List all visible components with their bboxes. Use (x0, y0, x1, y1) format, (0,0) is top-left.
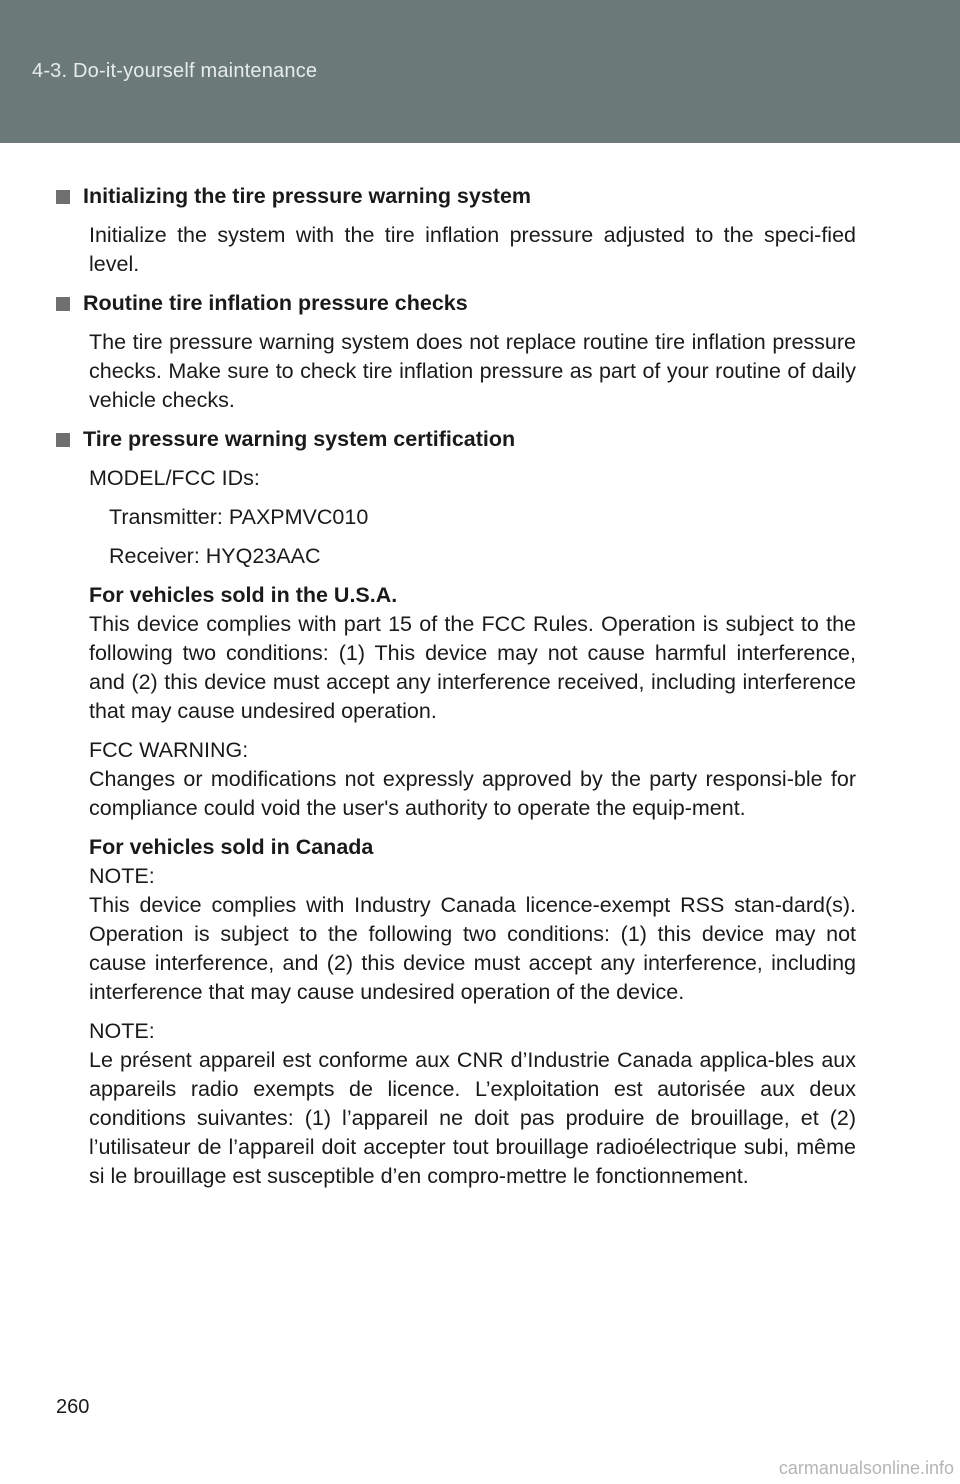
page-content (56, 182, 856, 1201)
paragraph: The tire pressure warning system does not replace routine tire inflation pressure checks. Make sure to check tire inflation pressure as part of your routine of daily vehicle checks. (89, 330, 856, 412)
section-heading (56, 182, 856, 211)
french-note-block (89, 1017, 856, 1191)
section-routine-checks (56, 289, 856, 415)
fcc-warning-block (89, 736, 856, 823)
square-bullet-icon (56, 190, 70, 204)
canada-block (89, 833, 856, 1007)
square-bullet-icon (56, 433, 70, 447)
model-ids-label: MODEL/FCC IDs: (89, 466, 260, 490)
heading-text: Routine tire inflation pressure checks (83, 291, 468, 315)
watermark: carmanualsonline.info (778, 1458, 954, 1478)
note-label: NOTE: (89, 864, 155, 888)
canada-heading: For vehicles sold in Canada (89, 835, 374, 859)
section-certification (56, 425, 856, 1191)
transmitter-id: Transmitter: PAXPMVC010 (109, 505, 369, 529)
note-body: This device complies with Industry Canada licence-exempt RSS stan-dard(s). Operation is subject to the following two conditions: (1) this device may not cause interference, and (2) this device must accept any interference, including interference that may cause undesired operation of the device. (89, 893, 856, 1004)
usa-body: This device complies with part 15 of the FCC Rules. Operation is subject to the following two conditions: (1) This device may not cause harmful interference, and (2) this device must accept any interference received, including interference that may cause undesired operation. (89, 612, 856, 723)
section-heading (56, 425, 856, 454)
fcc-warning-label: FCC WARNING: (89, 738, 249, 762)
section-heading (56, 289, 856, 318)
section-body (89, 221, 856, 279)
note-label: NOTE: (89, 1019, 155, 1043)
heading-text: Tire pressure warning system certification (83, 427, 516, 451)
section-body (89, 328, 856, 415)
square-bullet-icon (56, 297, 70, 311)
receiver-id: Receiver: HYQ23AAC (109, 544, 321, 568)
section-initializing (56, 182, 856, 279)
page-header (0, 0, 960, 143)
usa-heading: For vehicles sold in the U.S.A. (89, 583, 398, 607)
paragraph: Initialize the system with the tire inflation pressure adjusted to the speci-fied level. (89, 223, 856, 276)
heading-text: Initializing the tire pressure warning system (83, 184, 532, 208)
note-body-french: Le présent appareil est conforme aux CNR d’Industrie Canada applica-bles aux appareils radio exempts de licence. L’exploitation est autorisée aux deux conditions suivantes: (1) l’appareil ne doit pas produire de brouillage, et (2) l’utilisateur de l’appareil doit accepter tout brouillage radioélectrique subi, même si le brouillage est susceptible d’en compro-mettre le fonctionnement. (89, 1048, 856, 1188)
page-number: 260 (56, 1396, 90, 1418)
section-body (89, 464, 856, 1191)
usa-block (89, 581, 856, 726)
fcc-warning-body: Changes or modifications not expressly approved by the party responsi-ble for compliance could void the user's authority to operate the equip-ment. (89, 767, 856, 820)
section-title: 4-3. Do-it-yourself maintenance (32, 60, 318, 82)
